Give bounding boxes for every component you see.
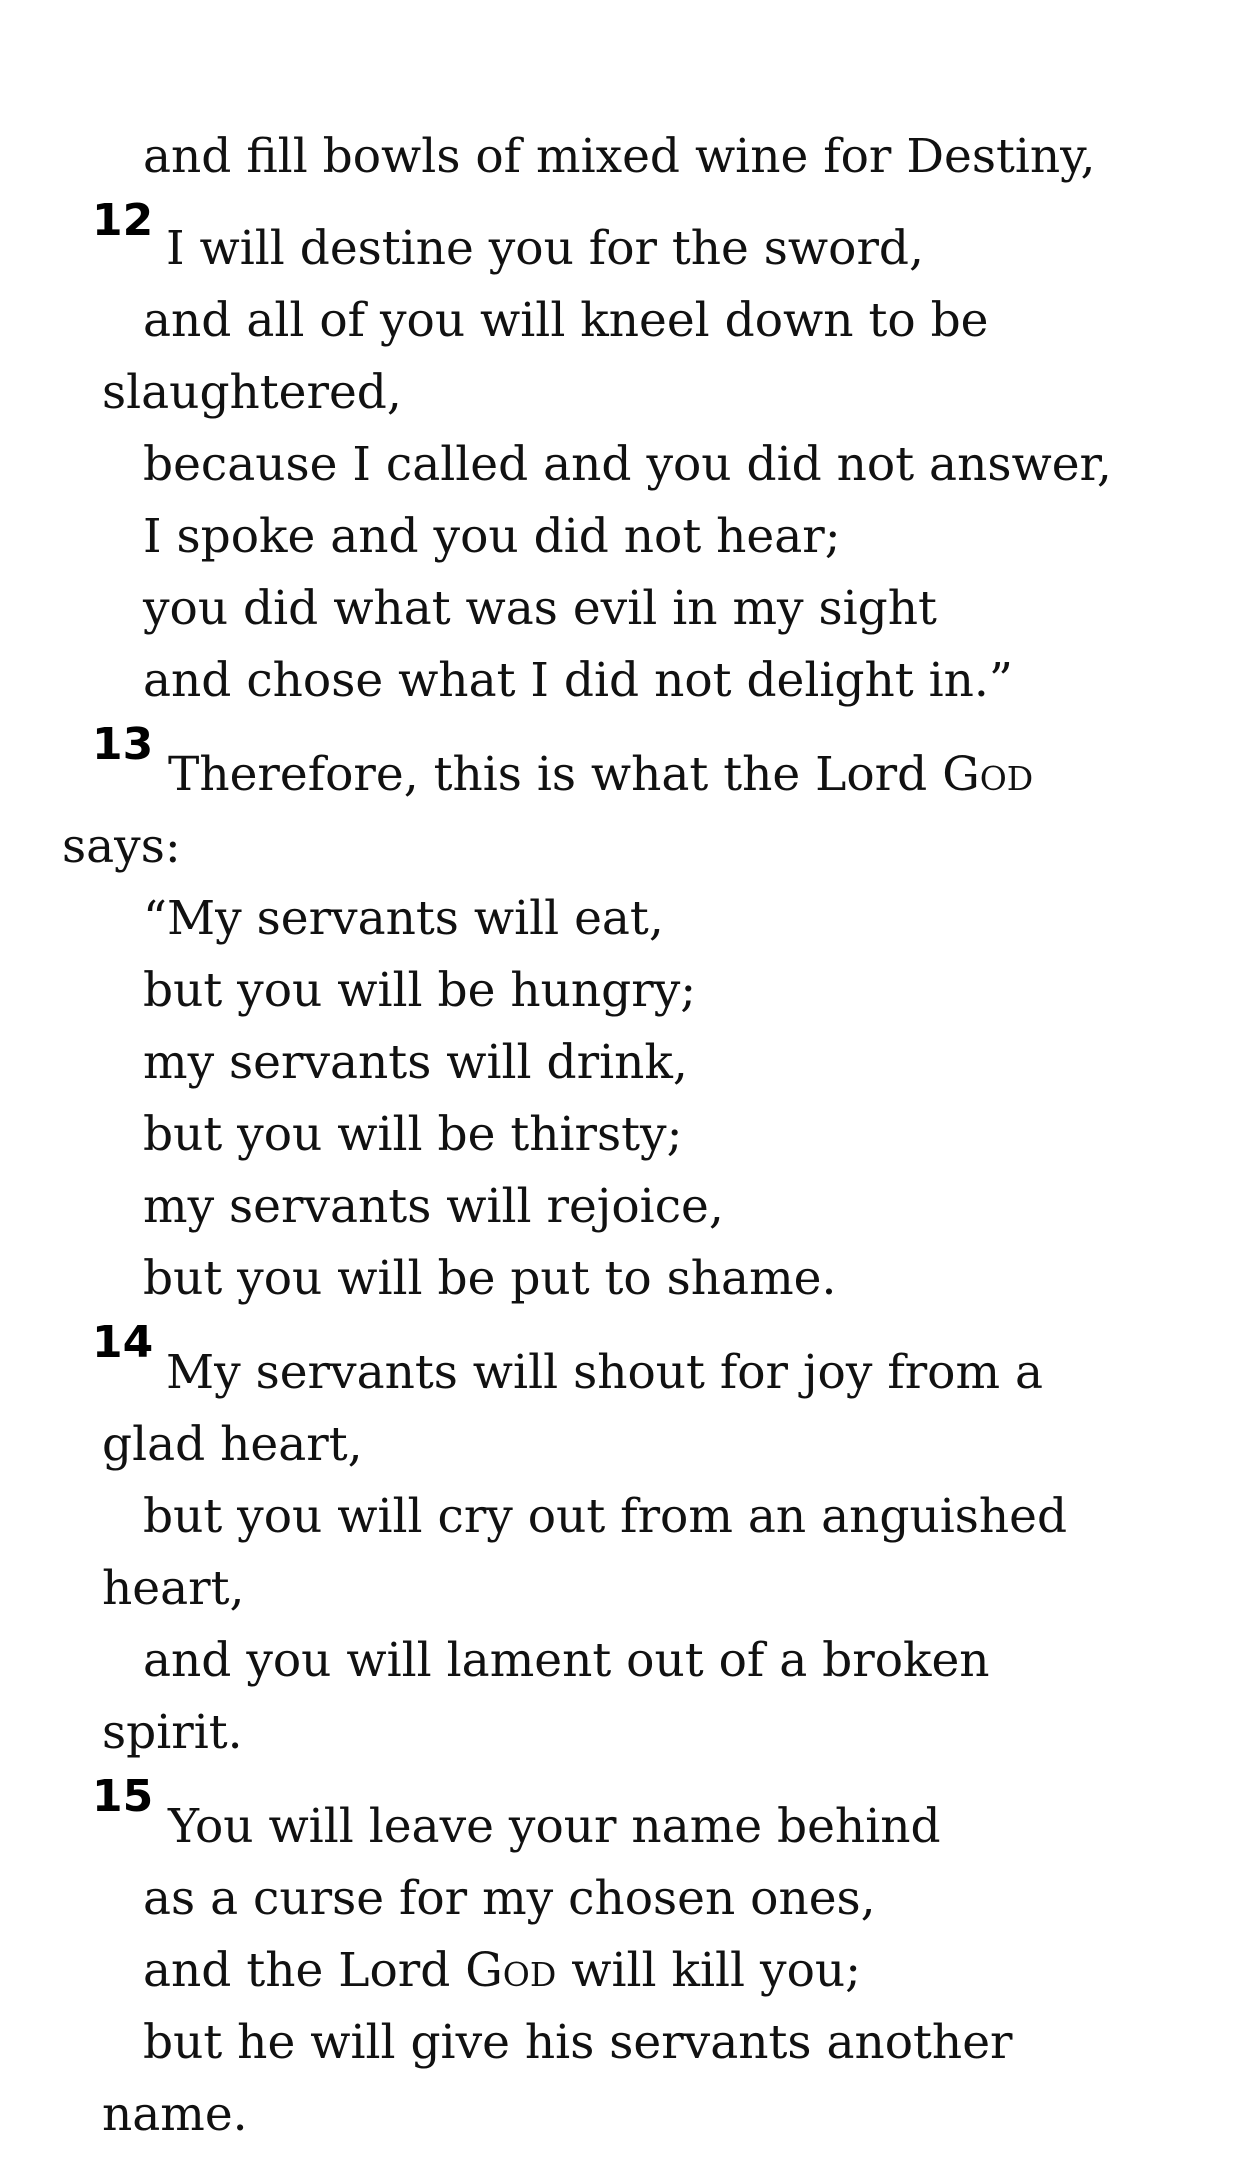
verse-13-line-2: says: <box>62 819 181 874</box>
verse-14-line-1: My servants will shout for joy from a <box>166 1345 1044 1400</box>
verse-13-line-3: “My servants will eat, <box>143 891 664 946</box>
verse-14-line-4: heart, <box>102 1561 245 1616</box>
verse-12-line-6: you did what was evil in my sight <box>143 581 937 636</box>
verse-11-line-1: and fill bowls of mixed wine for Destiny, <box>143 129 1096 184</box>
verse-15-line-1: You will leave your name behind <box>168 1799 941 1854</box>
verse-13-line-4: but you will be hungry; <box>143 963 697 1018</box>
verse-12-line-4: because I called and you did not answer, <box>143 437 1112 492</box>
verse-12-line-3: slaughtered, <box>102 365 402 420</box>
verse-13-line-6: but you will be thirsty; <box>143 1107 683 1162</box>
verse-13-line-1 <box>168 745 1033 805</box>
verse-15-line-2: as a curse for my chosen ones, <box>143 1871 876 1926</box>
divine-name-lord: Lord <box>815 747 928 802</box>
verse-13-line-8: but you will be put to shame. <box>143 1251 837 1306</box>
verse-15-line-3-text-a: and the <box>143 1943 339 1998</box>
verse-number-13: 13 <box>92 719 154 770</box>
verse-13-line-7: my servants will rejoice, <box>143 1179 724 1234</box>
verse-14-line-5: and you will lament out of a broken <box>143 1633 990 1688</box>
divine-name-lord-2: Lord <box>338 1943 451 1998</box>
verse-15-line-5: name. <box>102 2087 248 2142</box>
verse-12-line-1: I will destine you for the sword, <box>166 221 924 276</box>
verse-15-line-3 <box>143 1941 861 2001</box>
verse-13-line-5: my servants will drink, <box>143 1035 688 1090</box>
verse-12-line-5: I spoke and you did not hear; <box>143 509 841 564</box>
verse-12-line-7: and chose what I did not delight in.” <box>143 653 1013 708</box>
verse-13-line-1-text: Therefore, this is what the <box>168 747 816 802</box>
verse-14-line-6: spirit. <box>102 1705 243 1760</box>
verse-14-line-2: glad heart, <box>102 1417 363 1472</box>
verse-number-15: 15 <box>92 1771 154 1822</box>
verse-number-12: 12 <box>92 195 154 246</box>
divine-name-god: God <box>942 747 1034 802</box>
divine-name-god-2: God <box>465 1943 557 1998</box>
verse-15-line-4: but he will give his servants another <box>143 2015 1013 2070</box>
verse-number-14: 14 <box>92 1317 154 1368</box>
verse-15-line-3-text-b: will kill you; <box>556 1943 861 1998</box>
verse-14-line-3: but you will cry out from an anguished <box>143 1489 1068 1544</box>
verse-12-line-2: and all of you will kneel down to be <box>143 293 989 348</box>
